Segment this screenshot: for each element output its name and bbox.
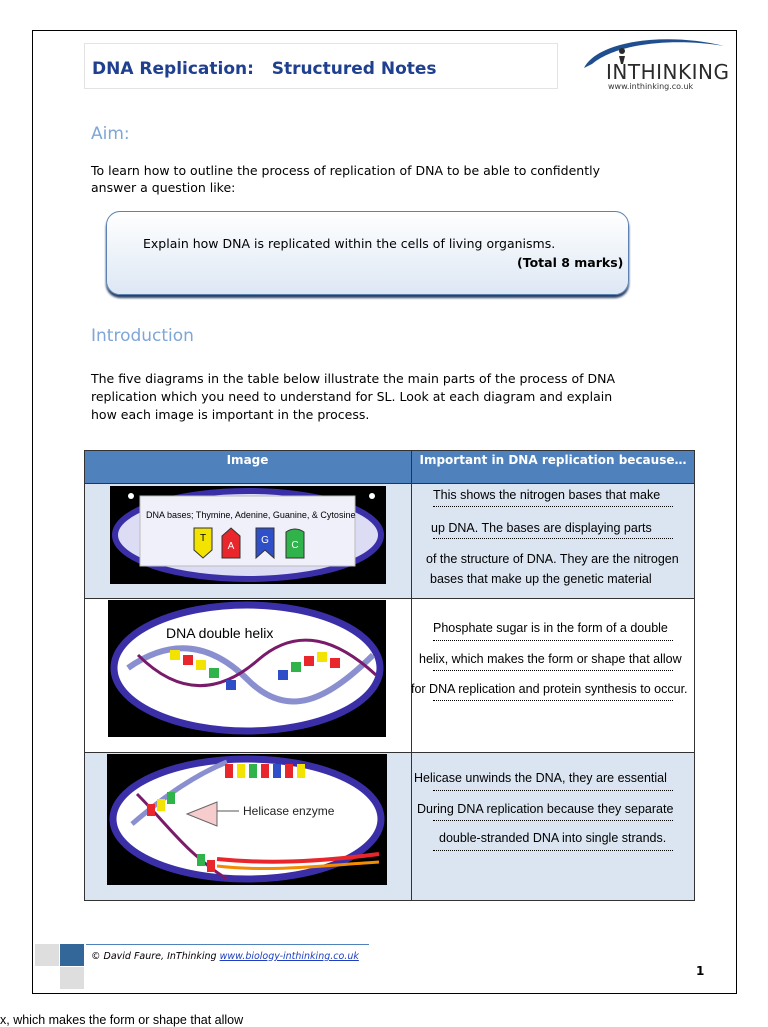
footer-decor-square bbox=[60, 967, 84, 989]
footer-rule bbox=[86, 944, 369, 945]
table-header-importance: Important in DNA replication because… bbox=[411, 450, 695, 483]
footer-decor-square bbox=[60, 944, 84, 966]
logo-wordmark: INTHINKING bbox=[606, 60, 730, 84]
answer-row2-line2: helix, which makes the form or shape that allow bbox=[419, 652, 682, 666]
dotted-line bbox=[433, 790, 673, 791]
table-rule bbox=[84, 598, 695, 599]
dotted-line bbox=[433, 506, 673, 507]
dotted-line bbox=[433, 538, 673, 539]
dotted-line bbox=[433, 820, 673, 821]
table-rule bbox=[84, 483, 695, 484]
page-number: 1 bbox=[696, 964, 705, 978]
dotted-line bbox=[433, 670, 673, 671]
answer-row2-line1: Phosphate sugar is in the form of a double bbox=[433, 621, 668, 635]
next-page-text-fragment: x, which makes the form or shape that allow bbox=[0, 1013, 244, 1027]
helicase-image bbox=[107, 754, 387, 885]
base-label-c: C bbox=[291, 540, 299, 551]
footer-credit-text: © David Faure, InThinking bbox=[91, 951, 220, 962]
dna-bases-image bbox=[110, 486, 386, 584]
answer-row3-line3: double-stranded DNA into single strands. bbox=[439, 831, 667, 845]
answer-row2-line3: for DNA replication and protein synthesis to occur. bbox=[411, 682, 688, 696]
introduction-heading: Introduction bbox=[91, 326, 194, 346]
introduction-text: The five diagrams in the table below illustrate the main parts of the process of DNA replication which you need to understand for SL. Look at each diagram and explain how each image is important in the process. bbox=[91, 371, 616, 422]
dna-bases-caption: DNA bases; Thymine, Adenine, Guanine, & Cytosine bbox=[146, 510, 356, 520]
double-helix-image bbox=[108, 600, 386, 737]
aim-text: To learn how to outline the process of replication of DNA to be able to confidently answer a question like: bbox=[91, 163, 600, 195]
logo-url: www.inthinking.co.uk bbox=[608, 82, 694, 91]
table-divider bbox=[411, 450, 412, 901]
footer-decor-square bbox=[35, 944, 59, 966]
table-rule bbox=[84, 752, 695, 753]
base-label-g: G bbox=[261, 535, 269, 546]
answer-row1-line2: up DNA. The bases are displaying parts bbox=[431, 521, 652, 535]
base-label-t: T bbox=[199, 533, 207, 544]
question-marks: (Total 8 marks) bbox=[517, 255, 624, 270]
answer-row1-line4: bases that make up the genetic material bbox=[430, 572, 652, 586]
base-label-a: A bbox=[227, 541, 235, 552]
dotted-line bbox=[433, 700, 673, 701]
answer-row3-line2: During DNA replication because they separate bbox=[417, 802, 674, 816]
answer-row3-line1: Helicase unwinds the DNA, they are essential bbox=[414, 771, 667, 785]
footer-credit bbox=[91, 951, 359, 962]
answer-row1-line3: of the structure of DNA. They are the nitrogen bbox=[426, 552, 679, 566]
dotted-line bbox=[433, 640, 673, 641]
answer-row1-line1: This shows the nitrogen bases that make bbox=[433, 488, 661, 502]
aim-heading: Aim: bbox=[91, 124, 130, 144]
double-helix-caption: DNA double helix bbox=[166, 625, 274, 641]
question-box bbox=[106, 211, 629, 295]
dotted-line bbox=[433, 850, 673, 851]
footer-link[interactable]: www.biology-inthinking.co.uk bbox=[219, 951, 359, 962]
table-header-image: Image bbox=[84, 450, 411, 483]
helicase-caption: Helicase enzyme bbox=[243, 804, 335, 818]
document-title: DNA Replication: Structured Notes bbox=[92, 59, 437, 79]
question-text: Explain how DNA is replicated within the cells of living organisms. bbox=[143, 236, 556, 251]
